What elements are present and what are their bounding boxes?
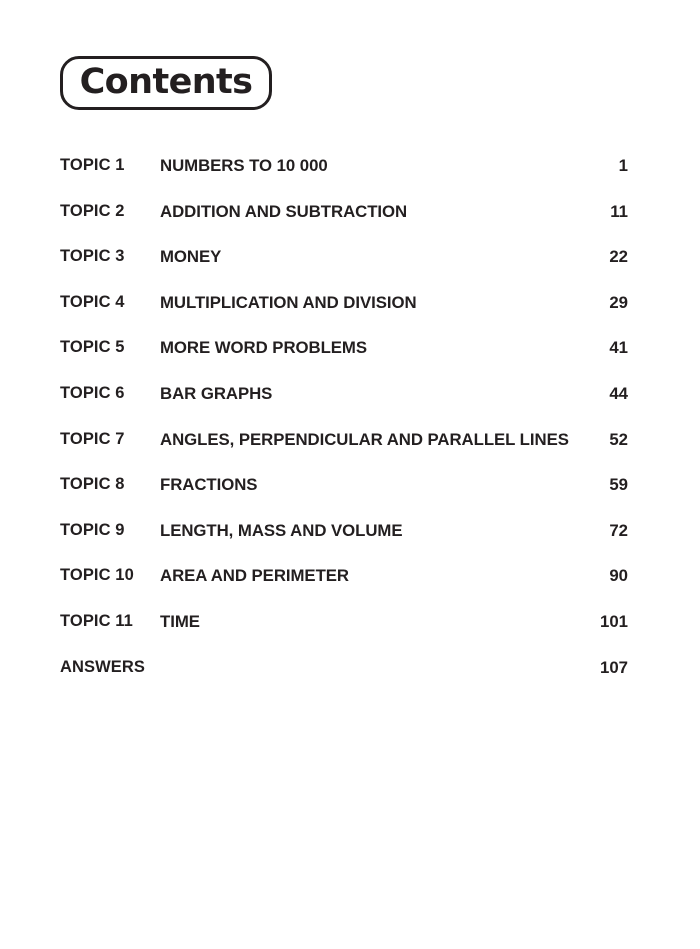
- toc-row-label: TOPIC 4: [60, 292, 125, 311]
- toc-row-label: ANSWERS: [60, 657, 146, 676]
- table-of-contents: [60, 155, 628, 702]
- toc-row-label: TOPIC 11: [60, 611, 133, 630]
- toc-row-label: TOPIC 7: [60, 429, 125, 448]
- toc-row-page-number: 107: [600, 657, 628, 677]
- toc-row[interactable]: [60, 474, 628, 520]
- toc-row[interactable]: [60, 155, 628, 201]
- toc-row-label: TOPIC 5: [60, 338, 125, 357]
- toc-row[interactable]: [60, 611, 628, 657]
- toc-row-page-number: 22: [609, 247, 628, 267]
- page-title-badge: [60, 56, 272, 110]
- toc-row-title: TIME: [160, 611, 200, 631]
- toc-row[interactable]: [60, 292, 628, 338]
- toc-row[interactable]: [60, 657, 628, 703]
- toc-row-title: ANGLES, PERPENDICULAR AND PARALLEL LINES: [160, 429, 569, 449]
- toc-row[interactable]: [60, 383, 628, 429]
- toc-row-page-number: 29: [609, 292, 628, 312]
- toc-row[interactable]: [60, 201, 628, 247]
- toc-row-page-number: 90: [609, 566, 628, 586]
- toc-row-title: MULTIPLICATION AND DIVISION: [160, 292, 417, 312]
- toc-row-page-number: 72: [609, 520, 628, 540]
- toc-row[interactable]: [60, 565, 628, 611]
- toc-row-title: ADDITION AND SUBTRACTION: [160, 201, 408, 221]
- toc-row-page-number: 101: [600, 611, 628, 631]
- toc-row-label: TOPIC 8: [60, 475, 125, 494]
- toc-row-title: AREA AND PERIMETER: [160, 566, 349, 586]
- toc-row-title: FRACTIONS: [160, 475, 258, 495]
- toc-row-page-number: 1: [618, 156, 628, 175]
- toc-row-label: TOPIC 2: [60, 201, 125, 220]
- toc-row-page-number: 44: [609, 383, 628, 403]
- toc-row[interactable]: [60, 246, 628, 292]
- toc-row-page-number: 41: [609, 338, 628, 358]
- toc-row-label: TOPIC 1: [60, 156, 125, 174]
- page-title: Contents: [79, 61, 253, 102]
- toc-row-page-number: 52: [609, 429, 628, 449]
- toc-row-label: TOPIC 9: [60, 520, 125, 539]
- toc-row-title: MORE WORD PROBLEMS: [160, 338, 367, 358]
- toc-row-page-number: 11: [610, 201, 628, 221]
- toc-row-label: TOPIC 6: [60, 383, 125, 402]
- toc-row-title: BAR GRAPHS: [160, 383, 273, 403]
- toc-row[interactable]: [60, 429, 628, 475]
- toc-row-page-number: 59: [609, 475, 628, 495]
- toc-row-label: TOPIC 10: [60, 566, 134, 585]
- toc-row-title: MONEY: [160, 247, 222, 267]
- toc-row[interactable]: [60, 337, 628, 383]
- toc-row[interactable]: [60, 520, 628, 566]
- toc-row-label: TOPIC 3: [60, 247, 125, 266]
- toc-row-title: LENGTH, MASS AND VOLUME: [160, 520, 403, 540]
- toc-row-title: NUMBERS TO 10 000: [160, 156, 328, 175]
